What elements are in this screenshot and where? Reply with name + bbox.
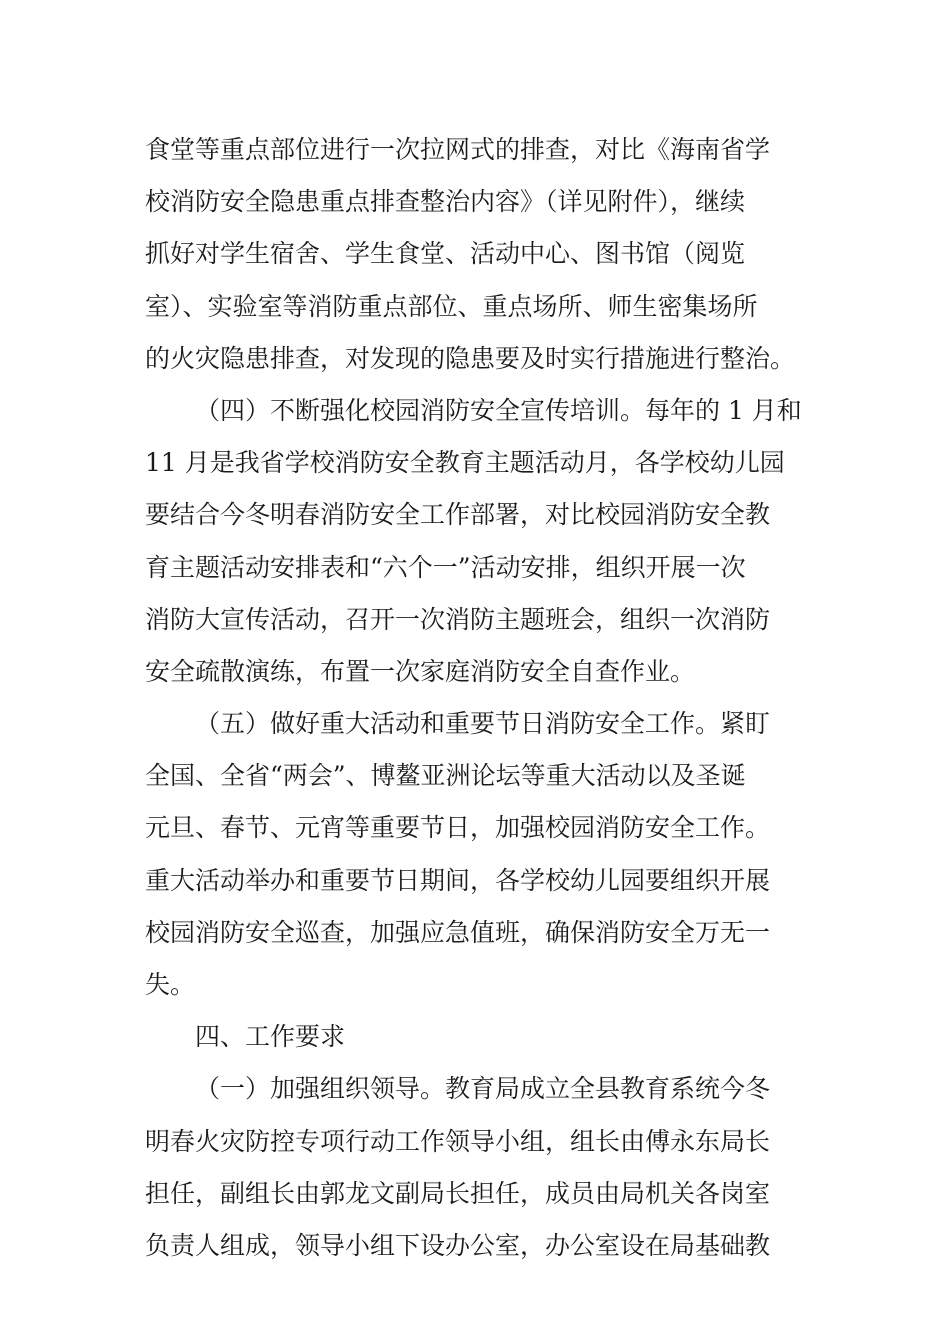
text-line: 负责人组成，领导小组下设办公室，办公室设在局基础教 <box>145 1230 771 1260</box>
text-line: 校消防安全隐患重点排查整治内容》（详见附件），继续 <box>145 187 746 217</box>
section-heading: 四、工作要求 <box>195 1022 346 1052</box>
text-line: 育主题活动安排表和“六个一”活动安排，组织开展一次 <box>145 552 746 582</box>
paragraph-first-line: （一）加强组织领导。教育局成立全县教育系统今冬 <box>195 1074 771 1104</box>
text-line: 要结合今冬明春消防安全工作部署，对比校园消防安全教 <box>145 500 771 530</box>
text-line: 全国、全省“两会”、博鳌亚洲论坛等重大活动以及圣诞 <box>145 761 746 791</box>
document-body <box>145 124 810 1272</box>
text-line: 11 月是我省学校消防安全教育主题活动月，各学校幼儿园 <box>145 448 785 478</box>
text-line: 室）、实验室等消防重点部位、重点场所、师生密集场所 <box>145 291 758 321</box>
text-line: 元旦、春节、元宵等重要节日，加强校园消防安全工作。 <box>145 813 771 843</box>
paragraph-first-line: （五）做好重大活动和重要节日消防安全工作。紧盯 <box>195 709 771 739</box>
text-line: 校园消防安全巡查，加强应急值班，确保消防安全万无一 <box>145 917 771 947</box>
text-line: 抓好对学生宿舍、学生食堂、活动中心、图书馆（阅览 <box>145 239 746 269</box>
text-line: 担任，副组长由郭龙文副局长担任，成员由局机关各岗室 <box>145 1178 771 1208</box>
text-line: 食堂等重点部位进行一次拉网式的排查，对比《海南省学 <box>145 135 771 164</box>
paragraph-first-line: （四）不断强化校园消防安全宣传培训。每年的 1 月和 <box>195 395 802 425</box>
text-line: 重大活动举办和重要节日期间，各学校幼儿园要组织开展 <box>145 865 771 895</box>
text-line: 安全疏散演练，布置一次家庭消防安全自查作业。 <box>145 656 696 686</box>
text-line: 的火灾隐患排查，对发现的隐患要及时实行措施进行整治。 <box>145 343 796 373</box>
text-line: 失。 <box>145 970 196 999</box>
text-line: 消防大宣传活动，召开一次消防主题班会，组织一次消防 <box>145 604 771 634</box>
text-line: 明春火灾防控专项行动工作领导小组，组长由傅永东局长 <box>145 1126 771 1156</box>
